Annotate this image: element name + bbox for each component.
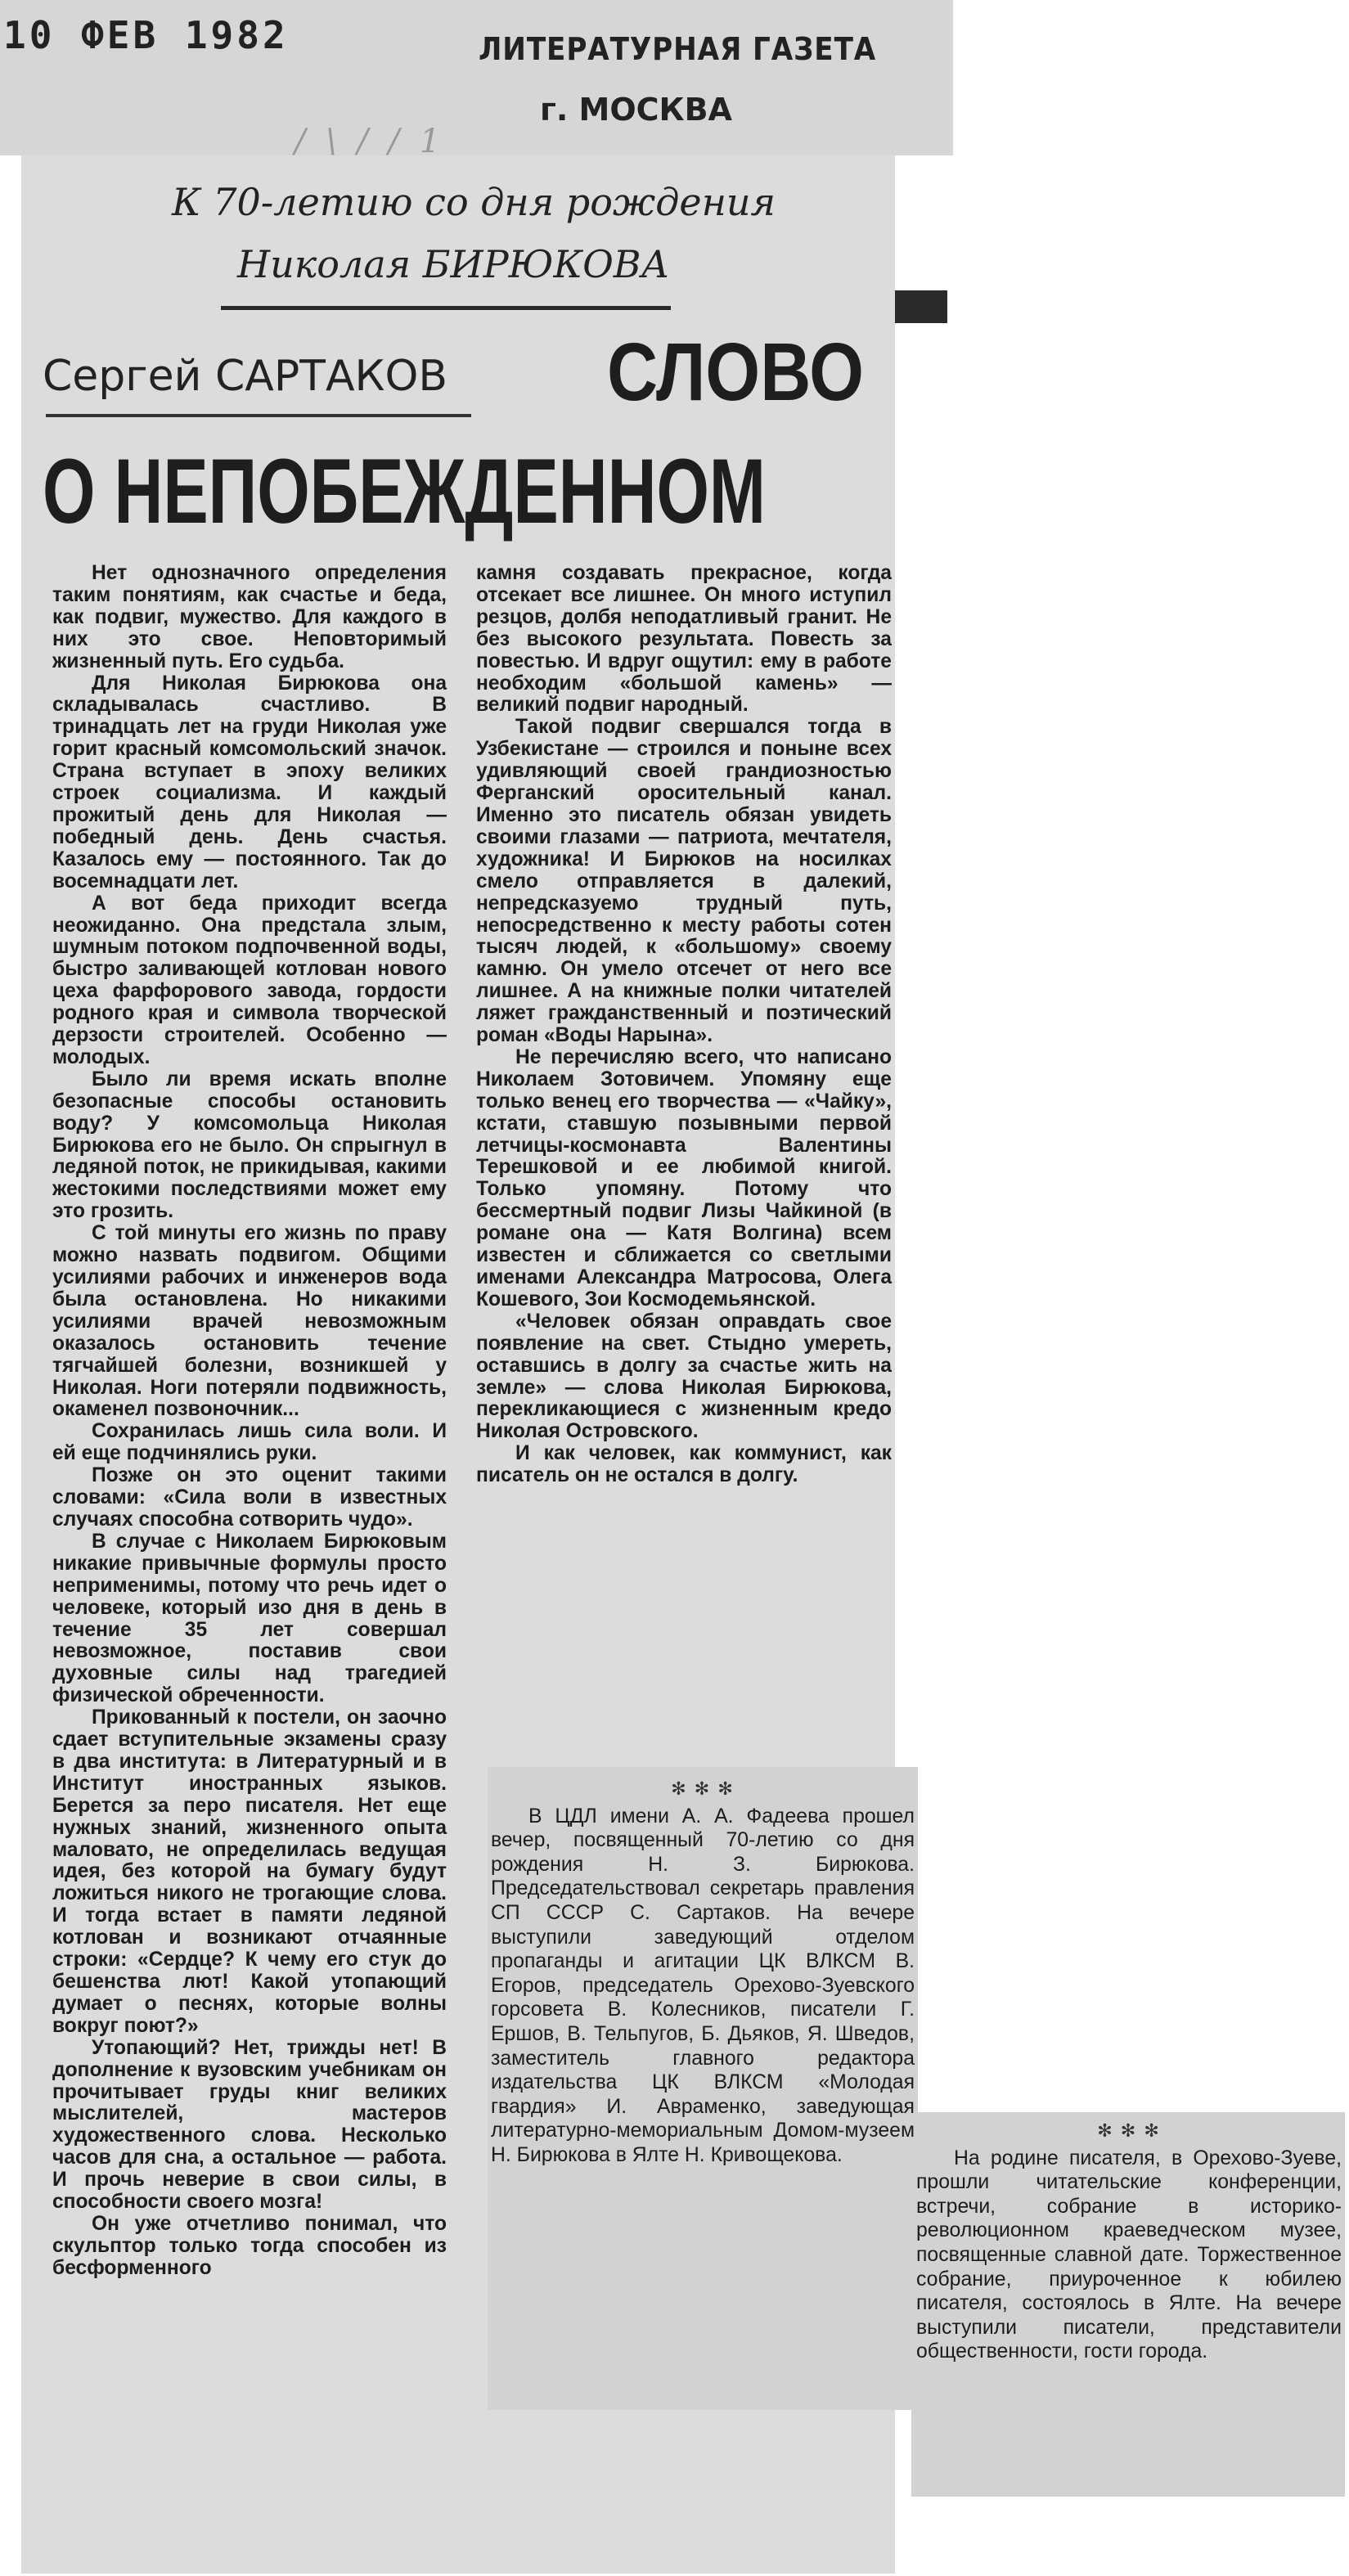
paragraph: А вот беда приходит всегда неожиданно. Она предстала злым, шумным потоком подпочвенной воды, быстро заливающей котлован нового цеха фарфорового завода, гордости родного края и символа творческой дерзости строителей. Особенно — молодых. bbox=[52, 892, 447, 1068]
headline-line1: СЛОВО bbox=[607, 326, 865, 418]
header-dark-tab bbox=[893, 290, 947, 323]
paragraph: И как человек, как коммунист, как писатель он не остался в долгу. bbox=[476, 1442, 892, 1487]
stamp-newspaper-name: ЛИТЕРАТУРНАЯ ГАЗЕТА bbox=[479, 31, 877, 67]
kicker-rule bbox=[221, 306, 671, 310]
stamp-city: г. МОСКВА bbox=[540, 92, 732, 128]
paragraph: Позже он это оценит такими словами: «Сила воли в известных случаях способна сотворить чудо». bbox=[52, 1464, 447, 1531]
author-rule bbox=[46, 414, 471, 417]
paragraph: Было ли время искать вполне безопасные способы остановить воду? У комсомольца Николая Бирюкова его не было. Он спрыгнул в ледяной поток, не прикидывая, какими жестокими последствиями может ему это грозить. bbox=[52, 1068, 447, 1223]
paragraph: Не перечисляю всего, что написано Николаем Зотовичем. Упомяну еще только венец его творчества — «Чайку», кстати, ставшую позывными первой летчицы-космонавта Валентины Терешковой и ее любимой книгой. Только упомяну. Потому что бессмертный подвиг Лизы Чайкиной (в романе она — Катя Волгина) всем известен и сближается со светлыми именами Александра Матросова, Олега Кошевого, Зои Космодемьянской. bbox=[476, 1045, 892, 1310]
paragraph: Прикованный к постели, он заочно сдает вступительные экзамены сразу в два института: в Литературный и в Институт иностранных языков. Берется за перо писателя. Нет еще нужных знаний, жизненного опыта маловато, не определилась ведущая идея, без которой на бумагу будут ложиться никого не трогающие слова. И тогда встает в памяти ледяной котлован и возникают отчаянные строки: «Сердце? К чему его стук до бешенства лют! Какой утопающий думает о песнях, которые волны вокруг поют?» bbox=[52, 1706, 447, 2037]
author-name: Сергей САРТАКОВ bbox=[43, 352, 448, 401]
paragraph: С той минуты его жизнь по праву можно назвать подвигом. Общими усилиями рабочих и инженеров вода была остановлена. Но никакими усилиями врачей невозможным оказалось остановить течение тягчайшей болезни, возникшей у Николая. Ноги потеряли подвижность, окаменел позвоночник... bbox=[52, 1222, 447, 1421]
news-note-cdl bbox=[491, 1777, 915, 2168]
stamp-date: 10 ФЕВ 1982 bbox=[3, 13, 289, 57]
paragraph: «Человек обязан оправдать свое появление на свет. Стыдно умереть, оставшись в долгу за счастье жить на земле» — слова Николая Бирюкова, перекликающиеся с жизненным кредо Николая Островского. bbox=[476, 1310, 892, 1443]
kicker-line2: Николая БИРЮКОВА bbox=[237, 242, 670, 286]
kicker-line1: К 70-летию со дня рождения bbox=[172, 180, 776, 224]
paragraph: Нет однозначного определения таким понятиям, как счастье и беда, как подвиг, мужество. Для каждого в них это свое. Неповторимый жизненный путь. Его судьба. bbox=[52, 562, 447, 672]
article-column-1 bbox=[52, 563, 447, 2280]
paragraph: Такой подвиг свершался тогда в Узбекистане — строился и поныне всех удивляющий своей грандиозностью Ферганский оросительный канал. Именно это писатель обязан увидеть своими глазами — патриота, мечтателя, художника! И Бирюков на носилках смело отправляется в далекий, непредсказуемо трудный путь, непосредственно к месту работы сотен тысяч людей, к «большому» своему камню. Он умело отсечет от него все лишнее. А на книжные полки читателей ляжет гражданственный и поэтический роман «Воды Нарына». bbox=[476, 716, 892, 1047]
paragraph: В случае с Николаем Бирюковым никакие привычные формулы просто неприменимы, потому что речь идет о человеке, который изо дня в день в течение 35 лет совершал невозможное, поставив свои духовные силы над трагедией физической обреченности. bbox=[52, 1530, 447, 1707]
pencil-mark: / \ / / 1 bbox=[295, 123, 446, 160]
article-column-2 bbox=[476, 563, 892, 1487]
note-text: В ЦДЛ имени А. А. Фадеева прошел вечер, посвященный 70-летию со дня рождения Н. З. Бирюкова. Председательствовал секретарь правления СП СССР С. Сартаков. На вечере выступили заведующий отделом пропаганды и агитации ЦК ВЛКСМ В. Егоров, председатель Орехово-Зуевского горсовета В. Колесников, писатели Г. Ершов, В. Тельпугов, Б. Дьяков, Я. Шведов, заместитель главного редактора издательства ЦК ВЛКСМ «Молодая гвардия» И. Авраменко, заведующая литературно-мемориальным Домом-музеем Н. Бирюкова в Ялте Н. Кривощекова. bbox=[491, 1805, 915, 2166]
paragraph: камня создавать прекрасное, когда отсекает все лишнее. Он много иступил резцов, долбя неподатливый гранит. Не без высокого результата. Повесть за повестью. И вдруг ощутил: ему в работе необходим «большой камень» — великий подвиг народный. bbox=[476, 562, 892, 717]
note-text: На родине писателя, в Орехово-Зуеве, прошли читательские конференции, встречи, собрание в историко-революционном краеведческом музее, посвященные славной дате. Торжественное собрание, приуроченное к юбилею писателя, состоялось в Ялте. На вечере выступили писатели, представители общественности, гости города. bbox=[916, 2147, 1342, 2363]
paragraph: Он уже отчетливо понимал, что скульптор только тогда способен из бесформенного bbox=[52, 2212, 447, 2279]
paragraph: Для Николая Бирюкова она складывалась счастливо. В тринадцать лет на груди Николая уже горит красный комсомольский значок. Страна вступает в эпоху великих строек социализма. И каждый прожитый день для Николая — победный день. День счастья. Казалось ему — постоянного. Так до восемнадцати лет. bbox=[52, 672, 447, 892]
ornament-asterisks: ✻ ✻ ✻ bbox=[1097, 2120, 1161, 2141]
paragraph: Сохранилась лишь сила воли. И ей еще подчинялись руки. bbox=[52, 1420, 447, 1465]
headline-line2: О НЕПОБЕЖДЕННОМ bbox=[43, 440, 766, 542]
ornament-asterisks: ✻ ✻ ✻ bbox=[671, 1778, 735, 1799]
news-note-orekhovo-zuevo bbox=[916, 2119, 1342, 2364]
paragraph: Утопающий? Нет, трижды нет! В дополнение к вузовским учебникам он прочитывает груды книг великих мыслителей, мастеров художественного слова. Несколько часов для сна, а остальное — работа. И прочь неверие в свои силы, в способности своего мозга! bbox=[52, 2036, 447, 2214]
